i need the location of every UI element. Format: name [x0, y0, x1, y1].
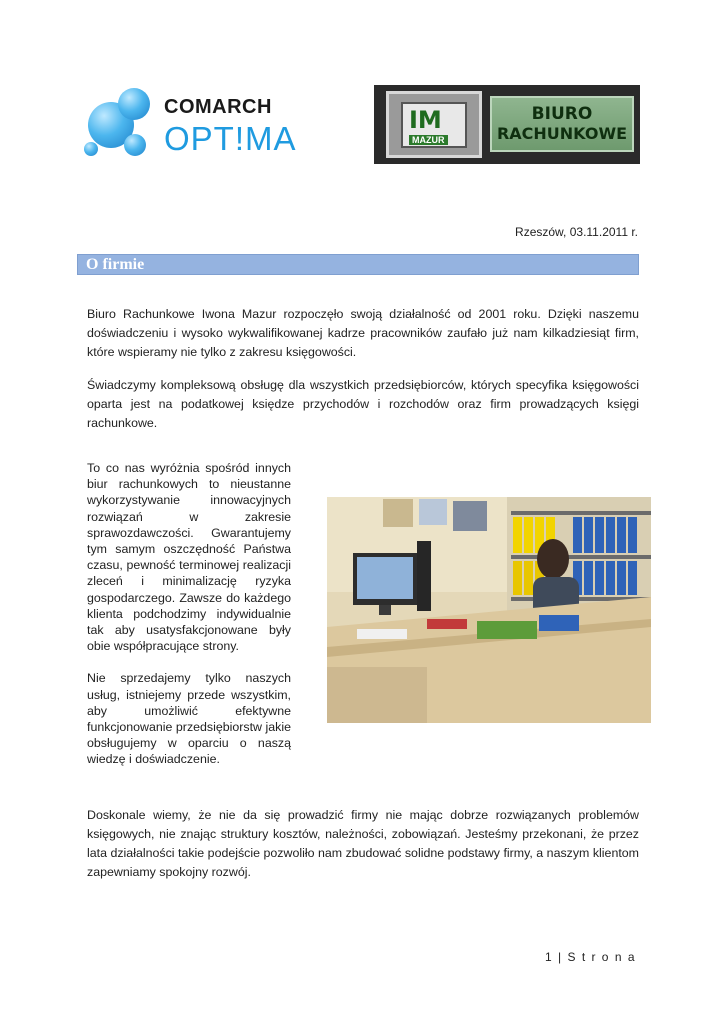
section-header: [77, 254, 639, 275]
closing-paragraph: Doskonale wiemy, że nie da się prowadzić firmy nie mając dobrze rozwiązanych problemów księgowych, nie znając struktury kosztów, należności, zobowiązań. Jesteśmy przekonani, że przez lata działalności takie podejście pozwoliło nam zbudować solidne podstawy firmy, a naszym klientom zapewniamy spokojny rozwój.: [87, 808, 639, 879]
page-number: 1 | S t r o n a: [545, 950, 636, 964]
biuro-panel: [490, 96, 634, 152]
office-photo: [327, 497, 651, 723]
comarch-wordmark: COMARCH: [164, 96, 272, 118]
comarch-optima-logo: [84, 84, 304, 170]
biuro-rachunkowe-banner: [374, 85, 640, 164]
optima-wordmark: OPT!MA: [164, 120, 297, 157]
document-date: Rzeszów, 03.11.2011 r.: [515, 225, 638, 239]
mazur-label: MAZUR: [409, 135, 448, 145]
left-column: [87, 460, 291, 784]
distinct-paragraph: To co nas wyróżnia spośród innych biur rachunkowych to nieustanne wykorzystywanie innowacyjnych rozwiązań w zakresie sprawozdawczości. Gwarantujemy tym samym oszczędność Państwa czasu, pewność terminowej realizacji zleceń i minimalizację ryzyka gospodarczego. Zawsze do każdego klienta podchodzimy indywidualnie tak aby usatysfakcjonowane były obie współpracujące strony.: [87, 461, 291, 654]
im-mazur-logo: [386, 91, 482, 158]
section-title: O firmie: [86, 256, 145, 273]
services-paragraph: Świadczymy kompleksową obsługę dla wszystkich przedsiębiorców, których specyfika księgowości oparta jest na podatkowej księdze przychodów i rozchodów oraz firm prowadzących księgi rachunkowe.: [87, 378, 639, 430]
office-photo-illustration: [327, 497, 651, 723]
im-letters: IM: [409, 106, 442, 134]
intro-paragraph: Biuro Rachunkowe Iwona Mazur rozpoczęło swoją działalność od 2001 roku. Dzięki naszemu doświadczeniu i wysoko wykwalifikowanej kadrze pracowników zaufało już nam kilkadziesiąt firm, które wspieramy nie tylko z zakresu księgowości.: [87, 307, 639, 359]
biuro-title: BIURO: [531, 104, 593, 124]
support-paragraph: Nie sprzedajemy tylko naszych usług, istniejemy przede wszystkim, aby umożliwić efektywne funkcjonowanie przedsiębiorstw jakie obsługujemy w oparciu o naszą wiedzę i doświadczenie.: [87, 671, 291, 767]
rachunkowe-title: RACHUNKOWE: [496, 124, 628, 143]
